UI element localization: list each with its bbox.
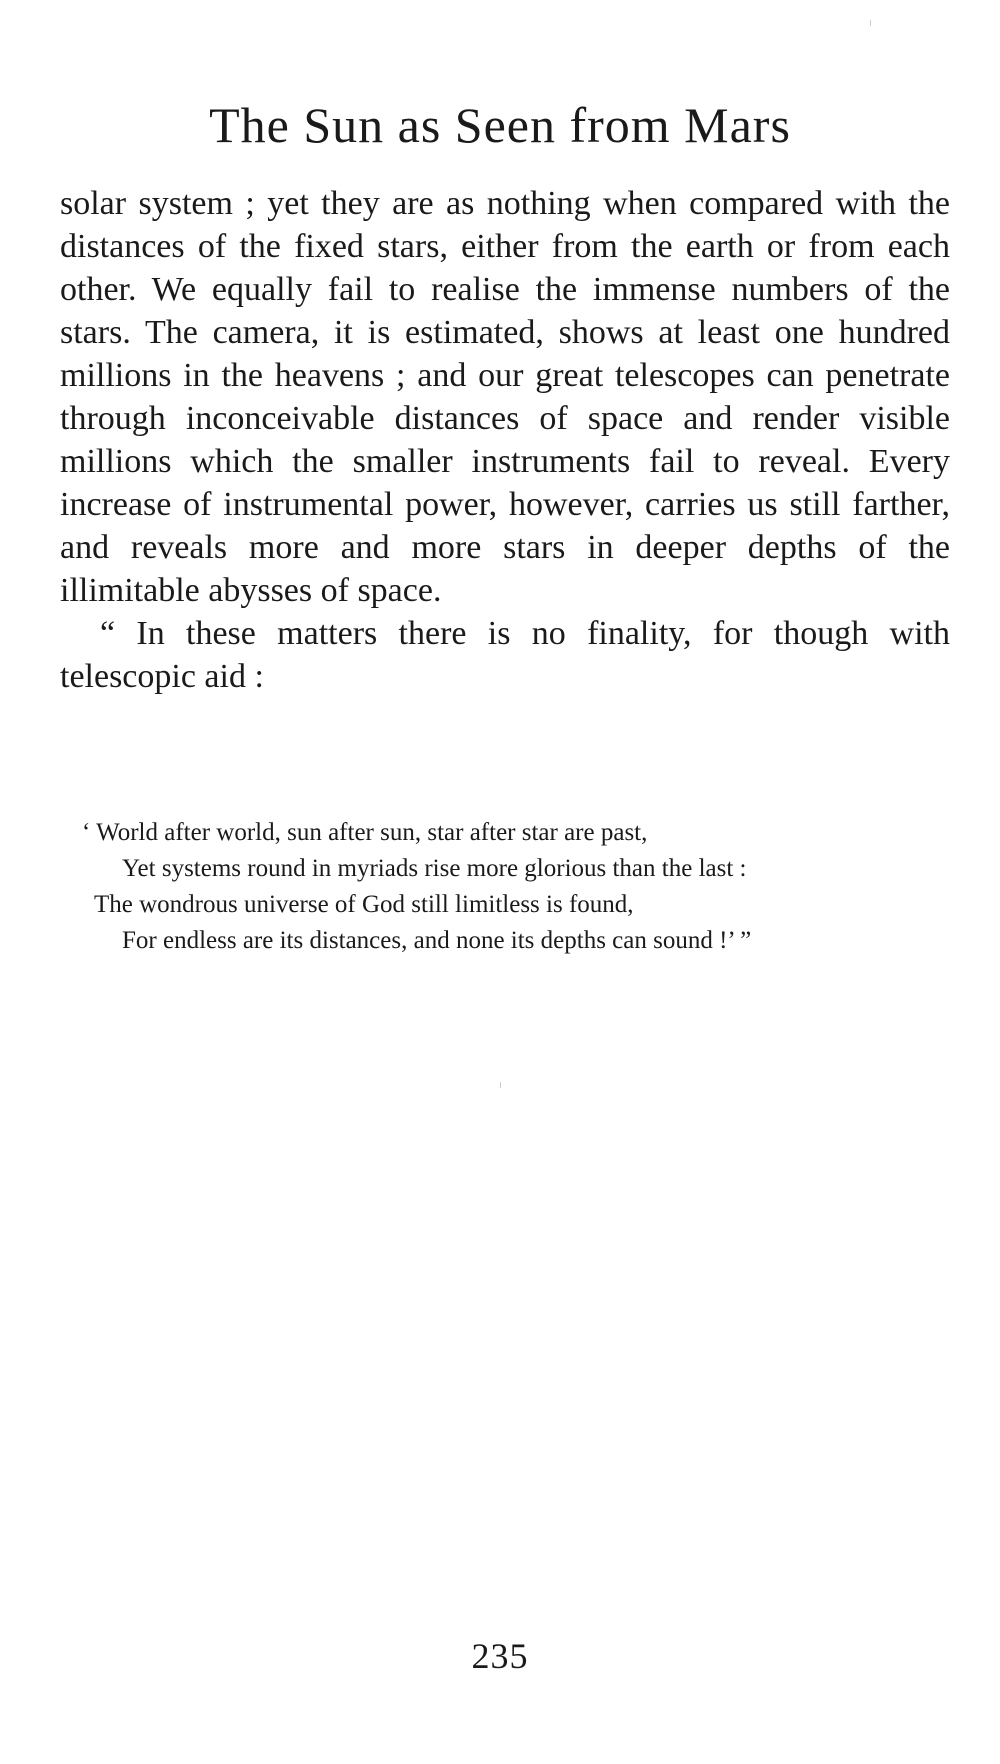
verse-line: ‘ World after world, sun after sun, star after star are past, (82, 819, 648, 846)
page-number: 235 (471, 1636, 529, 1676)
verse-line: Yet systems round in myriads rise more glorious than the last : (122, 855, 747, 882)
running-head: The Sun as Seen from Mars (209, 97, 791, 153)
body-text (60, 182, 950, 698)
verse-line: The wondrous universe of God still limitless is found, (94, 891, 634, 918)
scan-speck (870, 20, 871, 26)
paragraph-quote-intro: “ In these matters there is no finality, for though with telescopic aid : (60, 615, 950, 695)
verse-line: For endless are its distances, and none its depths can sound !’ ” (122, 927, 752, 954)
paragraph-continuation: solar system ; yet they are as nothing when compared with the distances of the fixed stars, either from the earth or from each other. We equally fail to realise the immense numbers of the stars. The camera, it is estimated, shows at least one hundred millions in the heavens ; and our great telescopes can penetrate through inconceivable distances of space and render visible millions which the smaller instruments fail to reveal. Every increase of instrumental power, however, carries us still farther, and reveals more and more stars in deeper depths of the illimitable abysses of space. (60, 185, 950, 609)
verse-quotation (82, 815, 962, 959)
scan-speck (500, 1082, 501, 1088)
